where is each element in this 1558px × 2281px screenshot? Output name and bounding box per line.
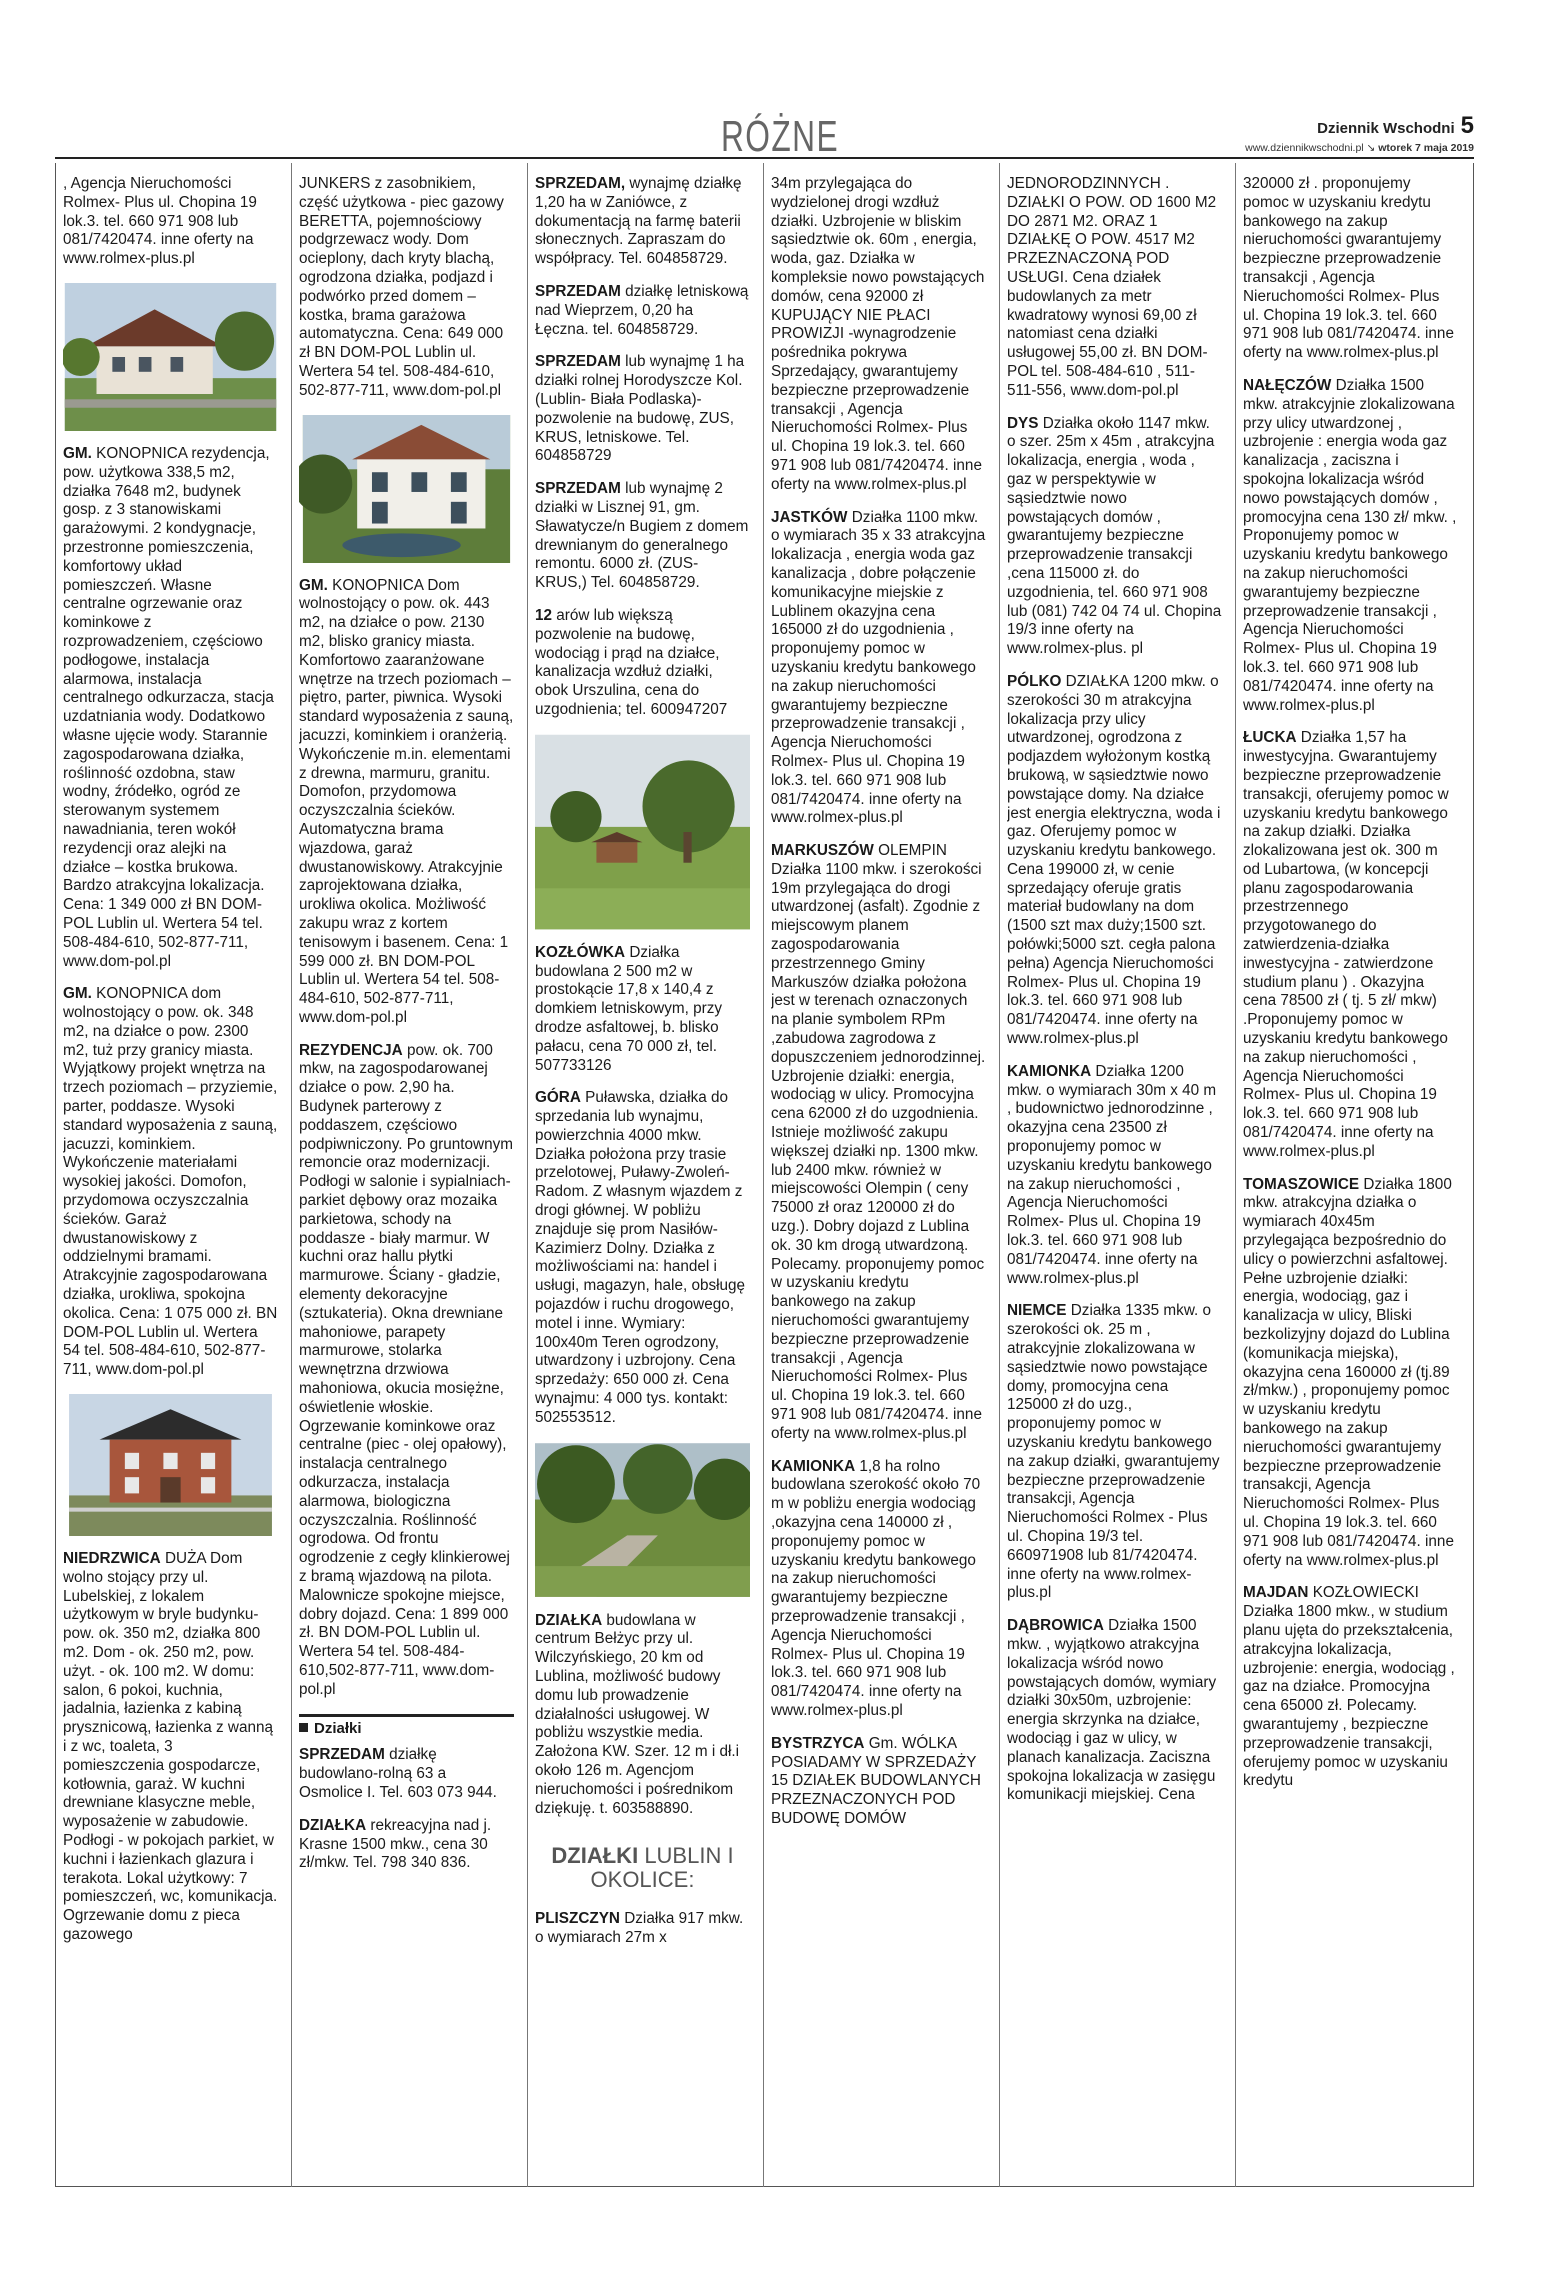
- ad-horodyszcze: SPRZEDAM lub wynajmę 1 ha działki rolnej Horodyszcze Kol. (Lublin- Biała Podlaska)-pozwolenie na budowę, ZUS, KRUS, letniskowe. Tel. 604858729: [535, 353, 745, 465]
- paper-name: Dziennik Wschodni: [1317, 120, 1455, 137]
- plot-photo: [535, 734, 750, 930]
- column-1: [63, 175, 278, 2187]
- ad-naleczow: NAŁĘCZÓW Działka 1500 mkw. atrakcyjnie zlokalizowana przy ulicy utwardzonej , uzbrojenie : energia woda gaz kanalizacja , zaciszna i spokojna lokalizacja wśród nowo powstających domów , promocyjna cena 130 zł/ mkw. , Proponujemy pomoc w uzyskaniu kredytu bankowego na zakup nieruchomości gwarantujemy bezpieczne przeprowadzenie transakcji , Agencja Nieruchomości Rolmex- Plus ul. Chopina 19 lok.3. tel. 660 971 908 lub 081/7420474. inne oferty na www.rolmex-plus.pl: [1243, 376, 1457, 714]
- ad-dabrowica: DĄBROWICA Działka 1500 mkw. , wyjątkowo atrakcyjna lokalizacja wśród nowo powstających domów, wymiary działki 30x50m, uzbrojenie: energia skrzynka na działce, wodociąg i gaz w ulicy, w planach kanalizacja. Zaciszna spokojna lokalizacja w zasięgu komunikacji miejskiej. Cena: [1007, 1617, 1217, 1804]
- column-3: [535, 175, 750, 2187]
- ad-rezydencja: REZYDENCJA pow. ok. 700 mkw, na zagospodarowanej działce o pow. 2,90 ha. Budynek parterowy z poddaszem, częściowo podpiwniczony. Po gruntownym remoncie oraz modernizacji. Podłogi w salonie i sypialniach- parkiet dębowy oraz mozaika parkietowa, schody na poddasze - biały marmur. W kuchni oraz hallu płytki marmurowe. Ściany - gładzie, elementy dekoracyjne (sztukateria). Okna drewniane mahoniowe, parapety marmurowe, stolarka wewnętrzna drzwiowa mahoniowa, okucia mosiężne, oświetlenie włoskie. Ogrzewanie kominkowe oraz centralne (piec - olej opałowy), instalacja centralnego odkurzacza, instalacja alarmowa, biologiczna oczyszczalnia. Roślinność ogrodowa. Od frontu ogrodzenie z cegły klinkierowej z bramą wjazdową na pilota. Malownicze spokojne miejsce, dobry dojazd. Cena: 1 899 000 zł. BN DOM-POL Lublin ul. Wertera 54 tel. 508-484-610,502-877-711, www.dom-pol.pl: [299, 1041, 513, 1698]
- ad-tomaszowice: TOMASZOWICE Działka 1800 mkw. atrakcyjna działka o wymiarach 40x45m przylegająca bezpośrednio do ulicy o powierzchni asfaltowej. Pełne uzbrojenie działki: energia, wodociąg, gaz i kanalizacja w ulicy, Bliski bezkolizyjny dojazd do Lublina (komunikacja miejska), okazyjna cena 160000 zł (tj.89 zł/mkw.) , proponujemy pomoc w uzyskaniu kredytu bankowego na zakup nieruchomości gwarantujemy bezpieczne przeprowadzenie transakcji, Agencja Nieruchomości Rolmex- Plus ul. Chopina 19 lok.3. tel. 660 971 908 lub 081/7420474. inne oferty na www.rolmex-plus.pl: [1243, 1175, 1454, 1569]
- column-divider: [527, 163, 528, 2187]
- ad-gm-konopnica-1: GM. KONOPNICA rezydencja, pow. użytkowa 338,5 m2, działka 7648 m2, budynek gosp. z 3 stanowiskami garażowymi. 2 kondygnacje, przestronne pomieszczenia, komfortowy układ pomieszczeń. Własne centralne ogrzewanie oraz kominkowe z rozprowadzeniem, częściowo podłogowe, instalacja alarmowa, instalacja centralnego odkurzacza, stacja uzdatniania wody. Dodatkowo własne ujęcie wody. Starannie zagospodarowana działka, roślinność ozdobna, staw wodny, źródełko, ogród ze sterowanym systemem nawadniania, teren wokół rezydencji oraz alejki na działce – kostka brukowa. Bardzo atrakcyjna lokalizacja. Cena: 1 349 000 zł BN DOM-POL Lublin ul. Wertera 54 tel. 508-484-610, 502-877-711, www.dom-pol.pl: [63, 444, 274, 970]
- plot-photo: [535, 1442, 750, 1598]
- arrow-icon: ↘: [1363, 142, 1379, 154]
- ad-majdan: MAJDAN KOZŁOWIECKI Działka 1800 mkw., w studium planu ujęta do przekształcenia, atrakcyjna lokalizacja, uzbrojenie: energia, wodociąg , gaz na działce. Promocyjna cena 65000 zł. Polecamy. gwarantujemy , bezpieczne przeprowadzenie transakcji, oferujemy pomoc w uzyskaniu kredytu: [1243, 1584, 1455, 1790]
- ad-text: , Agencja Nieruchomości Rolmex- Plus ul. Chopina 19 lok.3. tel. 660 971 908 lub 081/7420474. inne oferty na www.rolmex-plus.pl: [63, 175, 257, 268]
- ad-bystrzyca: BYSTRZYCA Gm. WÓLKA POSIADAMY W SPRZEDAŻY 15 DZIAŁEK BUDOWLANYCH PRZEZNACZONYCH POD BUDOWĘ DOMÓW: [771, 1734, 981, 1827]
- ad-lucka: ŁUCKA Działka 1,57 ha inwestycyjna. Gwarantujemy bezpieczne przeprowadzenie transakcji, oferujemy pomoc w uzyskaniu kredytu bankowego na zakup działki. Działka zlokalizowana jest ok. 300 m od Lubartowa, (w koncepcji planu zagospodarowania przestrzennego przygotowanego do zatwierdzenia-działka inwestycyjna - zatwierdzone studium planu ) . Okazyjna cena 78500 zł ( tj. 5 zł/ mkw) .Proponujemy pomoc w uzyskaniu kredytu bankowego na zakup nieruchomości , Agencja Nieruchomości Rolmex- Plus ul. Chopina 19 lok.3. tel. 660 971 908 lub 081/7420474. inne oferty na www.rolmex-plus.pl: [1243, 729, 1449, 1160]
- house-photo: [63, 283, 278, 431]
- ad-kamionka-1: KAMIONKA 1,8 ha rolno budowlana szerokość około 70 m w pobliżu energia wodociąg ,okazyjna cena 140000 zł , proponujemy pomoc w uzyskaniu kredytu bankowego na zakup nieruchomości gwarantujemy bezpieczne przeprowadzenie transakcji , Agencja Nieruchomości Rolmex- Plus ul. Chopina 19 lok.3. tel. 660 971 908 lub 081/7420474. inne oferty na www.rolmex-plus.pl: [771, 1457, 981, 1719]
- ad-niemce: NIEMCE Działka 1335 mkw. o szerokości ok. 25 m , atrakcyjnie zlokalizowana w sąsiedztwie nowo powstające domy, promocyjna cena 125000 zł do uzg., proponujemy pomoc w uzyskaniu kredytu bankowego na zakup działki, gwarantujemy bezpieczne przeprowadzenie transakcji, Agencja Nieruchomości Rolmex - Plus ul. Chopina 19/3 tel. 660971908 lub 81/7420474. inne oferty na www.rolmex-plus.pl: [1007, 1302, 1220, 1602]
- ad-gora: GÓRA Puławska, działka do sprzedania lub wynajmu, powierzchnia 4000 mkw. Działka położona przy trasie przelotowej, Puławy-Zwoleń-Radom. Z własnym wjazdem z drogi głównej. W pobliżu znajduje się prom Nasiłów-Kazimierz Dolny. Działka z możliwościami na: handel i usługi, magazyn, hale, obsługę pojazdów i ruchu drogowego, motel i inne. Wymiary: 100x40m Teren ogrodzony, utwardzony i uzbrojony. Cena sprzedaży: 650 000 zł. Cena wynajmu: 4 000 tys. kontakt: 502553512.: [535, 1089, 746, 1426]
- issue-date: wtorek 7 maja 2019: [1378, 142, 1474, 154]
- ad-kozlowka: KOZŁÓWKA Działka budowlana 2 500 m2 w prostokącie 17,8 x 140,4 z domkiem letniskowym, przy drodze asfaltowej, b. blisko pałacu, cena 70 000 zł, tel. 507733126: [535, 943, 723, 1074]
- ad-belzyce: DZIAŁKA budowlana w centrum Bełżyc przy ul. Wilczyńskiego, 20 km od Lublina, możliwość budowy domu lub prowadzenie działalności usługowej. W pobliżu wszystkie media. Założona KW. Szer. 12 m i dł.i około 126 m. Agencjom nieruchomości i pośrednikom dziękuję. t. 603588890.: [535, 1611, 740, 1817]
- section-heading-dzialki: Działki: [299, 1714, 514, 1739]
- ad-liszna: SPRZEDAM lub wynajmę 2 działki w Lisznej 91, gm. Sławatycze/n Bugiem z domem drewnianym do generalnego remontu. 6000 zł. (ZUS-KRUS,) Tel. 604858729.: [535, 480, 749, 592]
- ad-leczna: SPRZEDAM działkę letniskową nad Wieprzem, 0,20 ha Łęczna. tel. 604858729.: [535, 282, 749, 338]
- column-5: [1007, 175, 1222, 2187]
- column-4: [771, 175, 986, 2187]
- ad-niedrzwica: NIEDRZWICA DUŻA Dom wolno stojący przy ul. Lubelskiej, z lokalem użytkowym w bryle budynku- pow. ok. 350 m2, działka 800 m2. Dom - ok. 250 m2, pow. użyt. - ok. 100 m2. W domu: salon, 6 pokoi, kuchnia, jadalnia, łazienka z kabiną prysznicową, łazienka z wanną i z wc, toaleta, 3 pomieszczenia gospodarcze, kotłownia, garaż. W kuchni drewniane klasyczne meble, wyposażenie w zabudowie. Podłogi - w pokojach parkiet, w kuchni i łazienkach glazura i terakota. Lokal użytkowy: 7 pomieszczeń, wc, komunikacja. Ogrzewanie domu z pieca gazowego: [63, 1550, 278, 1943]
- ad-text: JUNKERS z zasobnikiem, część użytkowa - piec gazowy BERETTA, pojemnościowy podgrzewacz wody. Dom ocieplony, dach kryty blachą, ogrodzona działka, podjazd i podwórko przed domem – kostka, brama garażowa automatyczna. Cena: 649 000 zł BN DOM-POL Lublin ul. Wertera 54 tel. 508-484-610, 502-877-711, www.dom-pol.pl: [299, 175, 504, 399]
- column-divider: [999, 163, 1000, 2187]
- house-photo: [63, 1394, 278, 1536]
- masthead: [1245, 112, 1474, 154]
- ad-polko: PÓLKO DZIAŁKA 1200 mkw. o szerokości 30 m atrakcyjna lokalizacja przy ulicy utwardzonej, ogrodzona z podjazdem wyłożonym kostką brukową, w sąsiedztwie nowo powstające domy. Na działce jest energia elektryczna, woda i gaz. Oferujemy pomoc w uzyskaniu kredytu bankowego. Cena 199000 zł, w cenie sprzedający oferuje gratis materiał budowlany na dom (1500 szt max duży;1500 szt. połówki;5000 szt. cegła palona pełna) Agencja Nieruchomości Rolmex- Plus ul. Chopina 19 lok.3. tel. 660 971 908 lub 081/7420474. inne oferty na www.rolmex-plus.pl: [1007, 672, 1221, 1048]
- square-bullet-icon: [299, 1723, 308, 1732]
- page-number: 5: [1460, 112, 1474, 139]
- ad-gm-konopnica-3: GM. KONOPNICA Dom wolnostojący o pow. ok. 443 m2, na działce o pow. 2130 m2, blisko granicy miasta. Komfortowo zaaranżowane wnętrze na trzech poziomach – piętro, parter, piwnica. Wysoki standard wyposażenia z sauną, jacuzzi, kominkiem i oranżerią. Wykończenie m.in. elementami z drewna, marmuru, granitu. Domofon, przydomowa oczyszczalnia ścieków. Automatyczna brama wjazdowa, garaż dwustanowiskowy. Atrakcyjnie zaprojektowana działka, urokliwa okolica. Możliwość zakupu wraz z kortem tenisowym i basenem. Cena: 1 599 000 zł. BN DOM-POL Lublin ul. Wertera 54 tel. 508-484-610, 502-877-711, www.dom-pol.pl: [299, 576, 514, 1026]
- column-6: [1243, 175, 1458, 2187]
- ad-markuszow: MARKUSZÓW OLEMPIN Działka 1100 mkw. i szerokości 19m przylegająca do drogi utwardzonej (asfalt). Zgodnie z miejscowym planem zagospodarowania przestrzennego Gminy Markuszów działka położona jest w terenach oznaczonych na planie symbolem RPm ,zabudowa zagrodowa z dopuszczeniem jednorodzinnej. Uzbrojenie działki: energia, wodociąg w ulicy. Promocyjna cena 62000 zł do uzgodnienia. Istnieje możliwość zakupu większej działki np. 1300 mkw. lub 2400 mkw. również w miejscowości Olempin ( ceny 75000 zł oraz 120000 zł do uzg.). Dobry dojazd z Lublina ok. 30 km drogą utwardzoną. Polecamy. proponujemy pomoc w uzyskaniu kredytu bankowego na zakup nieruchomości gwarantujemy bezpieczne przeprowadzenie transakcji , Agencja Nieruchomości Rolmex- Plus ul. Chopina 19 lok.3. tel. 660 971 908 lub 081/7420474. inne oferty na www.rolmex-plus.pl: [771, 842, 986, 1442]
- ad-pliszczyn: PLISZCZYN Działka 917 mkw. o wymiarach 27m x: [535, 1910, 744, 1947]
- ad-kamionka-2: KAMIONKA Działka 1200 mkw. o wymiarach 30m x 40 m , budownictwo jednorodzinne , okazyjna cena 23500 zł proponujemy pomoc w uzyskaniu kredytu bankowego na zakup nieruchomości , Agencja Nieruchomości Rolmex- Plus ul. Chopina 19 lok.3. tel. 660 971 908 lub 081/7420474. inne oferty na www.rolmex-plus.pl: [1007, 1062, 1217, 1287]
- ad-urszulin: 12 arów lub większą pozwolenie na budowę, wodociąg i prąd na działce, kanalizacja wzdłuż działki, obok Urszulina, cena do uzgodnienia; tel. 600947207: [535, 606, 728, 718]
- column-divider: [763, 163, 764, 2187]
- section-title: RÓŻNE: [720, 112, 840, 161]
- heading-dzialki-lublin: DZIAŁKI LUBLIN I OKOLICE:: [551, 1843, 734, 1893]
- ad-gm-konopnica-2: GM. KONOPNICA dom wolnostojący o pow. ok. 348 m2, na działce o pow. 2300 m2, tuż przy granicy miasta. Wyjątkowy projekt wnętrza na trzech poziomach – przyziemie, parter, poddasze. Wysoki standard wyposażenia z sauną, jacuzzi, kominkiem. Wykończenie materiałami wysokiej jakości. Domofon, przydomowa oczyszczalnia ścieków. Garaż dwustanowiskowy z oddzielnymi bramami. Atrakcyjnie zagospodarowana działka, urokliwa, spokojna okolica. Cena: 1 075 000 zł. BN DOM-POL Lublin ul. Wertera 54 tel. 508-484-610, 502-877-711, www.dom-pol.pl: [63, 985, 278, 1379]
- house-photo: [299, 415, 514, 563]
- header-rule: [55, 157, 1474, 159]
- ad-text: 320000 zł . proponujemy pomoc w uzyskaniu kredytu bankowego na zakup nieruchomości gwarantujemy bezpieczne przeprowadzenie transakcji , Agencja Nieruchomości Rolmex- Plus ul. Chopina 19 lok.3. tel. 660 971 908 lub 081/7420474. inne oferty na www.rolmex-plus.pl: [1243, 175, 1454, 362]
- ad-zaniowka: SPRZEDAM, wynajmę działkę 1,20 ha w Zaniówce, z dokumentacją na farmę baterii słonecznych. Zapraszam do współpracy. Tel. 604858729.: [535, 175, 742, 268]
- ad-jastkow: JASTKÓW Działka 1100 mkw. o wymiarach 35 x 33 atrakcyjna lokalizacja , energia woda gaz kanalizacja , dobre połączenie komunikacyjne miejskie z Lublinem okazyjna cena 165000 zł do uzgodnienia , proponujemy pomoc w uzyskaniu kredytu bankowego na zakup nieruchomości gwarantujemy bezpieczne przeprowadzenie transakcji , Agencja Nieruchomości Rolmex- Plus ul. Chopina 19 lok.3. tel. 660 971 908 lub 081/7420474. inne oferty na www.rolmex-plus.pl: [771, 508, 986, 827]
- ad-text: 34m przylegająca do wydzielonej drogi wzdłuż działki. Uzbrojenie w bliskim sąsiedztwie ok. 60m , energia, woda, gaz. Działka w kompleksie nowo powstających domów, cena 92000 zł KUPUJĄCY NIE PŁACI PROWIZJI -wynagrodzenie pośrednika pokrywa Sprzedający, gwarantujemy bezpieczne przeprowadzenie transakcji , Agencja Nieruchomości Rolmex- Plus ul. Chopina 19 lok.3. tel. 660 971 908 lub 081/7420474. inne oferty na www.rolmex-plus.pl: [771, 175, 985, 493]
- ad-osmolice: SPRZEDAM działkę budowlano-rolną 63 a Osmolice I. Tel. 603 073 944.: [299, 1746, 497, 1801]
- ad-text: JEDNORODZINNYCH . DZIAŁKI O POW. OD 1600 M2 DO 2871 M2. ORAZ 1 DZIAŁKĘ O POW. 4517 M2 PRZEZNACZONĄ POD USŁUGI. Cena działek budowlanych za metr kwadratowy wynosi 69,00 zł natomiast cena działki usługowej 55,00 zł. BN DOM-POL tel. 508-484-610 , 511-511-556, www.dom-pol.pl: [1007, 175, 1217, 399]
- ad-krasne: DZIAŁKA rekreacyjna nad j. Krasne 1500 mkw., cena 30 zł/mkw. Tel. 798 340 836.: [299, 1816, 492, 1872]
- paper-url[interactable]: www.dziennikwschodni.pl: [1245, 142, 1364, 154]
- column-divider: [291, 163, 292, 2187]
- column-divider: [1235, 163, 1236, 2187]
- ad-dys: DYS Działka około 1147 mkw. o szer. 25m x 45m , atrakcyjna lokalizacja, energia , woda , gaz w perspektywie w sąsiedztwie nowo powstających domów , gwarantujemy bezpieczne przeprowadzenie transakcji ,cena 115000 zł. do uzgodnienia, tel. 660 971 908 lub (081) 742 04 74 ul. Chopina 19/3 inne oferty na www.rolmex-plus. pl: [1007, 414, 1222, 658]
- column-2: [299, 175, 514, 2187]
